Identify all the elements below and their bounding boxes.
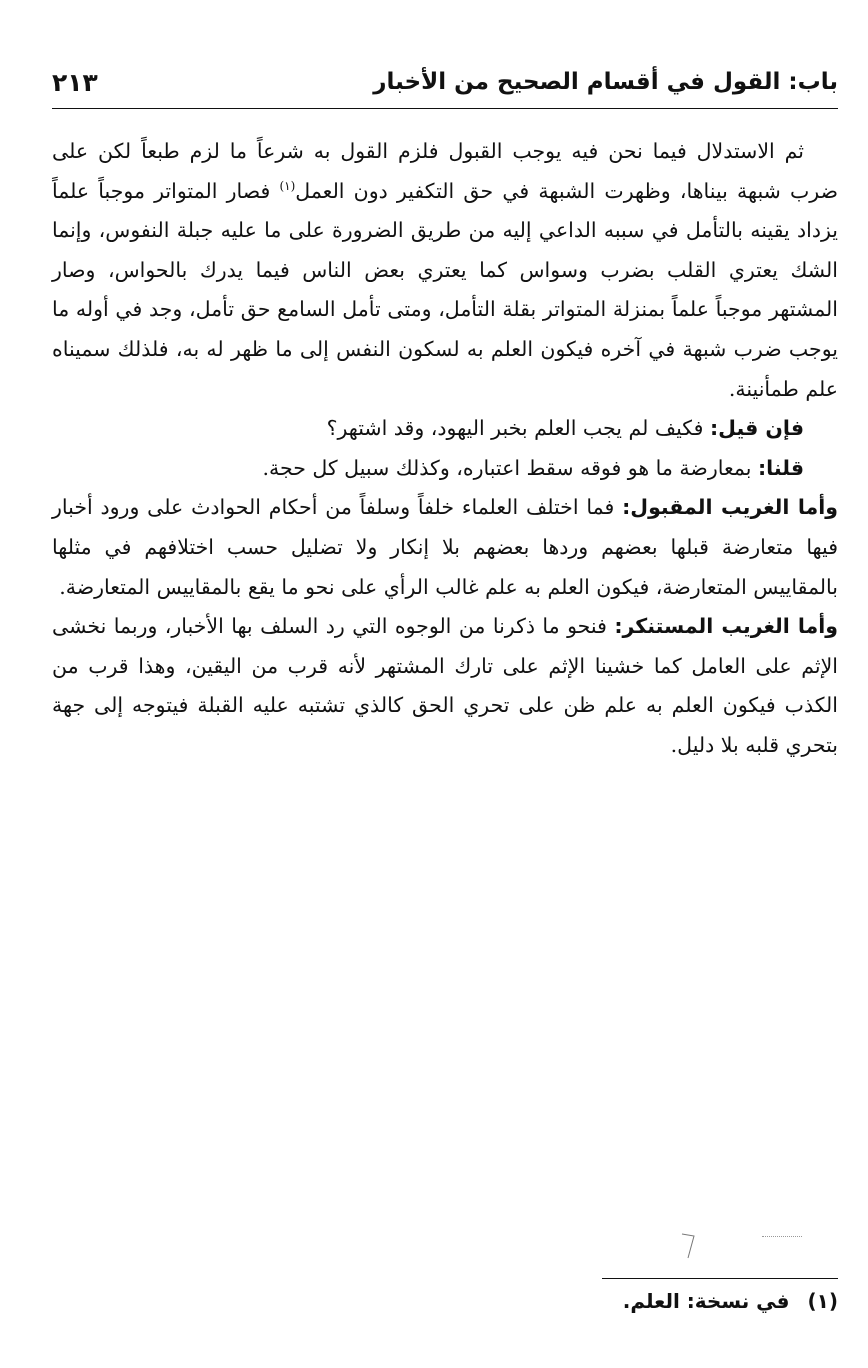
footnote-number: (١) xyxy=(807,1289,838,1313)
main-text xyxy=(52,132,838,766)
gharib-mustankar-text: فنحو ما ذكرنا من الوجوه التي رد السلف بها الأخبار، وربما نخشى الإثم على العامل كما خشينا الإثم على تارك المشتهر لأنه قرب من اليقين، وهذا قرب من الكذب فيكون العلم به علم ظن على تحري الحق كالذي تشتبه عليه القبلة فيتوجه إلى جهة بتحري قلبه بلا دليل. xyxy=(52,614,838,757)
paragraph-text-part-1: ثم الاستدلال فيما نحن فيه يوجب القبول فلزم القول به شرعاً ما لزم طبعاً لكن على ضرب شبهة بيناها، وظهرت الشبهة في حق التكفير دون العمل xyxy=(52,139,838,203)
paragraph-istidlal xyxy=(52,132,838,409)
gharib-maqbul-label: وأما الغريب المقبول: xyxy=(622,495,838,520)
book-page xyxy=(52,56,838,1336)
paragraph-gharib-mustankar xyxy=(52,607,838,765)
footnote-divider xyxy=(602,1278,838,1279)
scan-speckle xyxy=(762,1236,802,1237)
pencil-mark xyxy=(680,1232,698,1260)
answer-label: قلنا: xyxy=(757,455,804,480)
question-label: فإن قيل: xyxy=(709,416,804,441)
page-number: ٢١٣ xyxy=(52,67,98,97)
paragraph-text-part-2: فصار المتواتر موجباً علماً يزداد يقينه بالتأمل في سببه الداعي إليه من طريق الضرورة على ما عليه جبلة النفوس، وإنما الشك يعتري القلب بضرب وسواس كما يعتري بعض الناس فيما يدرك بالحواس، وصار المشتهر موجباً علماً بمنزلة المتواتر بقلة التأمل، ومتى تأمل السامع حق تأمل، وجد في أوله ما يوجب ضرب شبهة في آخره فيكون العلم به لسكون النفس إلى ما ظهر له به، فلذلك سميناه علم طمأنينة. xyxy=(52,178,838,401)
paragraph-gharib-maqbul xyxy=(52,488,838,607)
paragraph-question xyxy=(52,409,838,449)
question-text: فكيف لم يجب العلم بخبر اليهود، وقد اشتهر؟ xyxy=(326,416,710,441)
gharib-maqbul-text: فما اختلف العلماء خلفاً وسلفاً من أحكام الحوادث على ورود أخبار فيها متعارضة قبلها بعضهم وردها بعضهم بلا إنكار ولا تضليل حسب اختلافهم في مثلها بالمقاييس المتعارضة، فيكون العلم به علم غالب الرأي على نحو ما يقع بالمقاييس المتعارضة. xyxy=(52,495,838,599)
footnote-reference: (١) xyxy=(279,178,296,193)
gharib-mustankar-label: وأما الغريب المستنكر: xyxy=(614,614,838,639)
footnote-text: في نسخة: العلم. xyxy=(622,1289,790,1313)
footnote xyxy=(623,1289,838,1313)
paragraph-answer xyxy=(52,449,838,489)
chapter-title: باب: القول في أقسام الصحيح من الأخبار xyxy=(373,69,838,95)
answer-text: بمعارضة ما هو فوقه سقط اعتباره، وكذلك سبيل كل حجة. xyxy=(262,455,758,480)
running-header xyxy=(52,56,838,109)
